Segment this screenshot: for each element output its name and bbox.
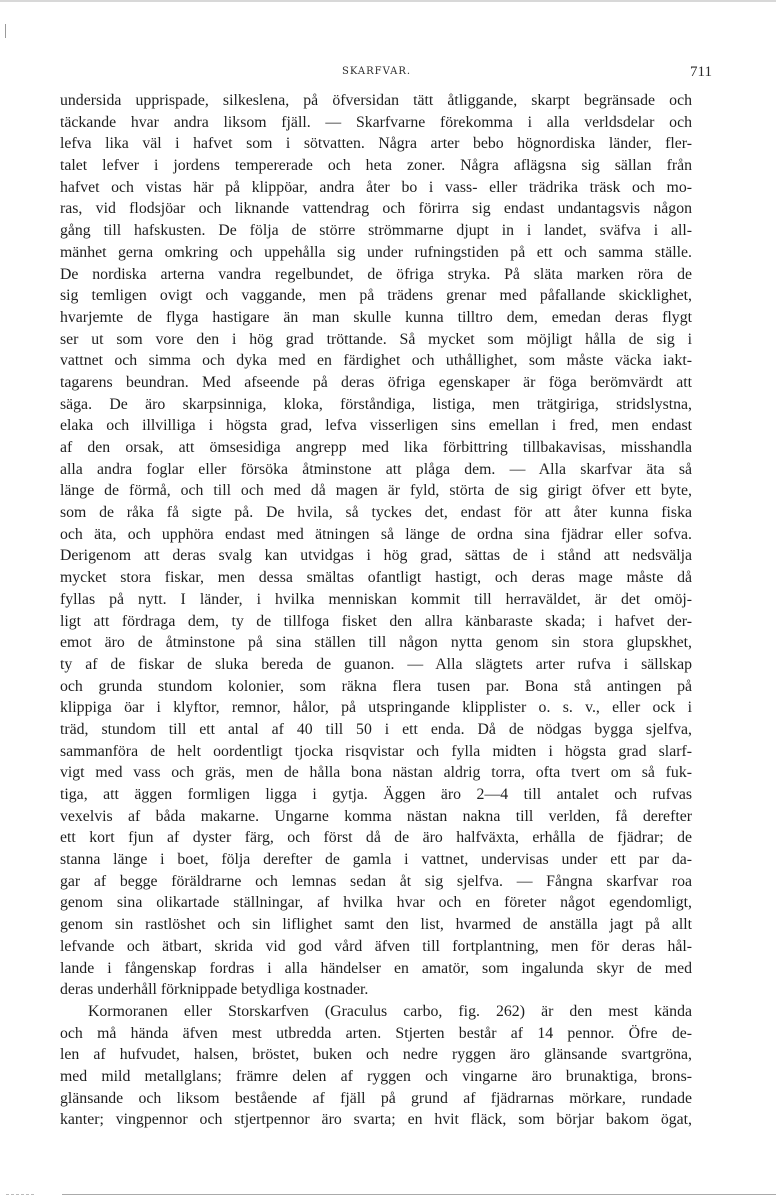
text-line: ett kort fjun af dyster färg, och först då de äro halfväxta, erhålla de fjädrar; de [60,829,692,847]
text-line: och äta, och upphöra endast med ätningen så länge de ordna sina fjädrar eller sofva. [60,525,692,543]
text-line: gång till hafskusten. De följa de större strömmarne djupt in i landet, sväfva i all- [60,222,692,240]
text-line: ligt att fördraga dem, ty de tillfoga fisket den allra känbaraste skada; i hafvet der- [60,612,692,630]
text-line: med mild metallglans; främre delen af ryggen och vingarne äro brunaktiga, brons- [60,1067,692,1085]
body-text [60,90,692,1131]
text-line: tagarens beundran. Med afseende på deras öfriga egenskaper är föga berömvärdt att [60,373,692,391]
page-number: 711 [690,64,712,80]
text-line: ser ut som vore den i hög grad tröttande. Så mycket som möjligt hålla de sig i [60,330,692,348]
text-line: sig temligen ovigt och vaggande, men på trädens grenar med påfallande skicklighet, [60,287,692,305]
running-title: SKARFVAR. [342,66,412,77]
text-line: talet lefver i jordens tempererade och heta zoner. Några aflägsna sig sällan från [60,157,692,175]
text-line: lefvande och ätbart, skrida vid god vård äfven till fortplantning, men för deras hål- [60,937,692,955]
text-line: ty af de fiskar de sluka bereda de guanon. — Alla slägtets arter rufva i sällskap [60,655,692,673]
text-line: mycket stora fiskar, men dessa smältas ofantligt hastigt, och deras mage måste då [60,569,692,587]
text-line: De nordiska arterna vandra regelbundet, de öfriga stryka. På släta marken röra de [60,265,692,283]
text-line: sammanföra de helt oordentligt tjocka risqvistar och fylla midten i högsta grad slarf- [60,742,692,760]
text-line: kanter; vingpennor och stjertpennor äro svarta; en hvit fläck, som börjar bakom ögat, [60,1111,692,1129]
text-line: vexelvis af båda makarne. Ungarne komma nästan nakna till verlden, få derefter [60,807,692,825]
text-line: glänsande och liksom bestående af fjäll på grund af fjädrarnas mörkare, rundade [60,1089,692,1107]
text-line: länge de förmå, och till och med då magen är fyld, störta de sig girigt öfver ett byte, [60,482,692,500]
text-line: hvarjemte de flyga hastigare än man skulle kunna tilltro dem, emedan deras flygt [60,308,692,326]
text-line: vattnet och simma och dyka med en färdighet och uthållighet, som måste väcka iakt- [60,352,692,370]
text-line: och grunda stundom kolonier, som räkna flera tusen par. Bona stå antingen på [60,677,692,695]
text-line: elaka och illvilliga i högsta grad, lefva visserligen sins emellan i fred, men endast [60,417,692,435]
text-line: täckande hvar andra liksom fjäll. — Skarfvarne förekomma i alla verldsdelar och [60,113,692,131]
bottom-scan-edge [62,1194,776,1195]
text-line: fyllas på nytt. I länder, i hvilka menniskan kommit till herraväldet, är det omöj- [60,590,692,608]
text-line: af den orsak, att ömsesidiga angrepp med lika förbittring tillbakavisas, misshandla [60,439,692,456]
text-line: klippiga öar i klyftor, remnor, hålor, på utspringande klipplister o. s. v., eller ock i [60,699,692,717]
text-line: träd, stundom till ett antal af 40 till 50 i ett enda. Då de nödgas bygga sjelfva, [60,720,692,738]
paragraph-start-line: Kormoranen eller Storskarfven (Graculus carbo, fig. 262) är den mest kända [88,1002,692,1020]
text-line: len af hufvudet, halsen, bröstet, buken och nedre ryggen äro glänsande svartgröna, [60,1046,692,1064]
text-line: gar af begge föräldrarne och lemnas sedan åt sig sjelfva. — Fångna skarfvar roa [60,872,692,890]
paragraph-end-line: deras underhåll förknippade betydliga kostnader. [60,981,369,999]
text-line: emot äro de åtminstone på sina ställen till någon nytta genom sin stora glupskhet, [60,634,692,652]
text-line: som de råka få sigte på. De hvila, så tyckes det, endast för att åter kunna fiska [60,504,692,522]
text-line: alla andra foglar eller försöka åtminstone att plåga dem. — Alla skarfvar äta så [60,460,692,478]
top-scan-edge [0,0,776,2]
text-line: Derigenom att deras svalg kan utvidgas i hög grad, sättas de i stånd att nedsvälja [60,547,692,565]
text-line: lande i fångenskap fordras i alla händelser en amatör, som ingalunda skyr de med [60,959,692,977]
text-line: genom sina olikartade ställningar, af hvilka hvar och en företer något egendomligt, [60,894,692,912]
text-line: lefva lika väl i hafvet som i sötvatten. Några arter bebo högnordiska länder, fler- [60,135,692,153]
text-line: mänhet gerna omkring och uppehålla sig under rufningstiden på ett och samma ställe. [60,243,692,261]
bottom-scan-dash [6,1194,34,1196]
text-line: ras, vid flodsjöar och liknande vattendrag och förirra sig endast undantagsvis någon [60,200,692,218]
text-line: stanna länge i boet, följa derefter de gamla i vattnet, undervisas under ett par da- [60,851,692,869]
text-line: genom sin rastlöshet och sin liflighet samt den list, hvarmed de anställa jagt på allt [60,916,692,934]
text-line: och må hända äfven mest utbredda arten. Stjerten består af 14 pennor. Öfre de- [60,1024,692,1042]
text-line: tiga, att äggen formligen ligga i gytja. Äggen äro 2—4 till antalet och rufvas [60,786,692,803]
text-line: säga. De äro skarpsinniga, kloka, förståndiga, listiga, men trätgiriga, stridslystna, [60,395,692,413]
text-line: vigt med vass och gräs, men de hålla bona nästan aldrig torra, ofta tvert om så fuk- [60,764,692,782]
text-line: hafvet och vistas här på klippöar, andra åter bo i vass- eller trädrika träsk och mo- [60,178,692,196]
text-line: undersida upprispade, silkeslena, på öfversidan tätt åtliggande, skarpt begränsade och [60,92,692,109]
left-margin-mark [5,24,6,38]
